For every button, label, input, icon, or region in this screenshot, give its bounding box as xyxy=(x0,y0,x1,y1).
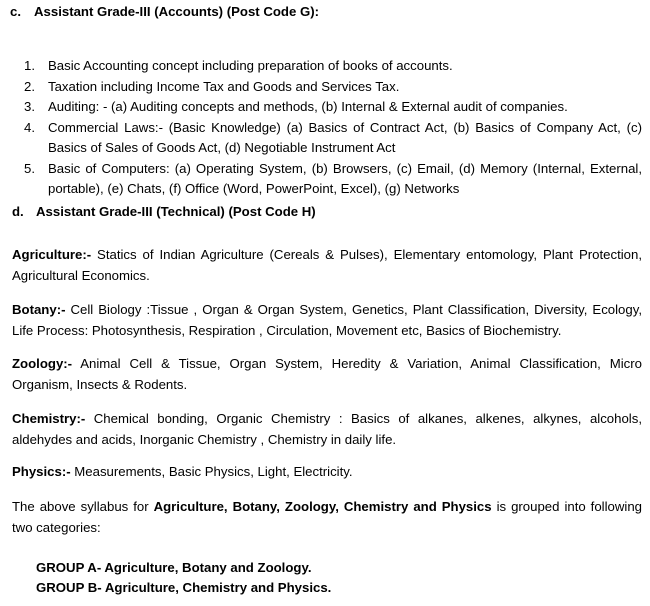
syllabus-item xyxy=(0,77,642,98)
subject-text: Chemical bonding, Organic Chemistry : Basics of alkanes, alkenes, alkynes, alcohols, aldehydes and acids, Inorganic Chemistry , Chemistry in daily life. xyxy=(12,411,642,447)
syllabus-item xyxy=(0,97,642,118)
section-d-letter: d. xyxy=(12,204,24,219)
subject-text: Measurements, Basic Physics, Light, Electricity. xyxy=(70,464,353,479)
section-c-heading xyxy=(10,2,319,23)
subject-zoology xyxy=(12,354,642,395)
item-text: Commercial Laws:- (Basic Knowledge) (a) Basics of Contract Act, (b) Basics of Company Act, (c) Basics of Sales of Goods Act, (d) Negotiable Instrument Act xyxy=(48,119,642,155)
item-number: 5. xyxy=(24,160,35,176)
section-d-title: Assistant Grade-III (Technical) (Post Code H) xyxy=(36,204,316,219)
group-b: GROUP B- Agriculture, Chemistry and Physics. xyxy=(36,580,332,595)
subject-text: Animal Cell & Tissue, Organ System, Heredity & Variation, Animal Classification, Micro Organism, Insects & Rodents. xyxy=(12,356,642,392)
group-a: GROUP A- Agriculture, Botany and Zoology. xyxy=(36,560,312,575)
subject-text: Statics of Indian Agriculture (Cereals & Pulses), Elementary entomology, Plant Protection, Agricultural Economics. xyxy=(12,247,642,283)
grouping-summary xyxy=(12,497,642,538)
syllabus-item xyxy=(0,159,642,200)
item-number: 1. xyxy=(24,58,35,73)
accounts-syllabus-list xyxy=(0,56,642,200)
summary-before: The above syllabus for xyxy=(12,499,154,514)
section-d-heading xyxy=(12,202,316,223)
item-text: Auditing: - (a) Auditing concepts and methods, (b) Internal & External audit of companies. xyxy=(48,99,568,114)
subject-label: Botany:- xyxy=(12,302,66,317)
summary-after: is grouped into following two categories: xyxy=(12,499,642,535)
section-c-letter: c. xyxy=(10,4,21,19)
syllabus-item xyxy=(0,118,642,159)
subject-label: Chemistry:- xyxy=(12,411,86,426)
subject-physics xyxy=(12,462,642,483)
subject-label: Zoology:- xyxy=(12,356,73,371)
subject-chemistry xyxy=(12,409,642,450)
syllabus-item xyxy=(0,56,642,77)
subject-label: Agriculture:- xyxy=(12,247,92,262)
item-text: Taxation including Income Tax and Goods and Services Tax. xyxy=(48,78,400,94)
section-c-title: Assistant Grade-III (Accounts) (Post Code G): xyxy=(34,4,320,19)
subject-label: Physics:- xyxy=(12,464,71,479)
subject-agriculture xyxy=(12,245,642,286)
item-number: 2. xyxy=(24,78,35,94)
subject-text: Cell Biology :Tissue , Organ & Organ System, Genetics, Plant Classification, Diversity, Ecology, Life Process: Photosynthesis, Respiration , Circulation, Movement etc, Basics of Biochemistry. xyxy=(12,302,642,338)
item-number: 3. xyxy=(24,99,35,114)
summary-subjects: Agriculture, Botany, Zoology, Chemistry and Physics xyxy=(153,499,492,514)
item-text: Basic of Computers: (a) Operating System, (b) Browsers, (c) Email, (d) Memory (Internal, External, portable), (e) Chats, (f) Office (Word, PowerPoint, Excel), (g) Networks xyxy=(48,160,642,196)
item-text: Basic Accounting concept including preparation of books of accounts. xyxy=(48,58,453,73)
item-number: 4. xyxy=(24,119,35,135)
subject-botany xyxy=(12,300,642,341)
